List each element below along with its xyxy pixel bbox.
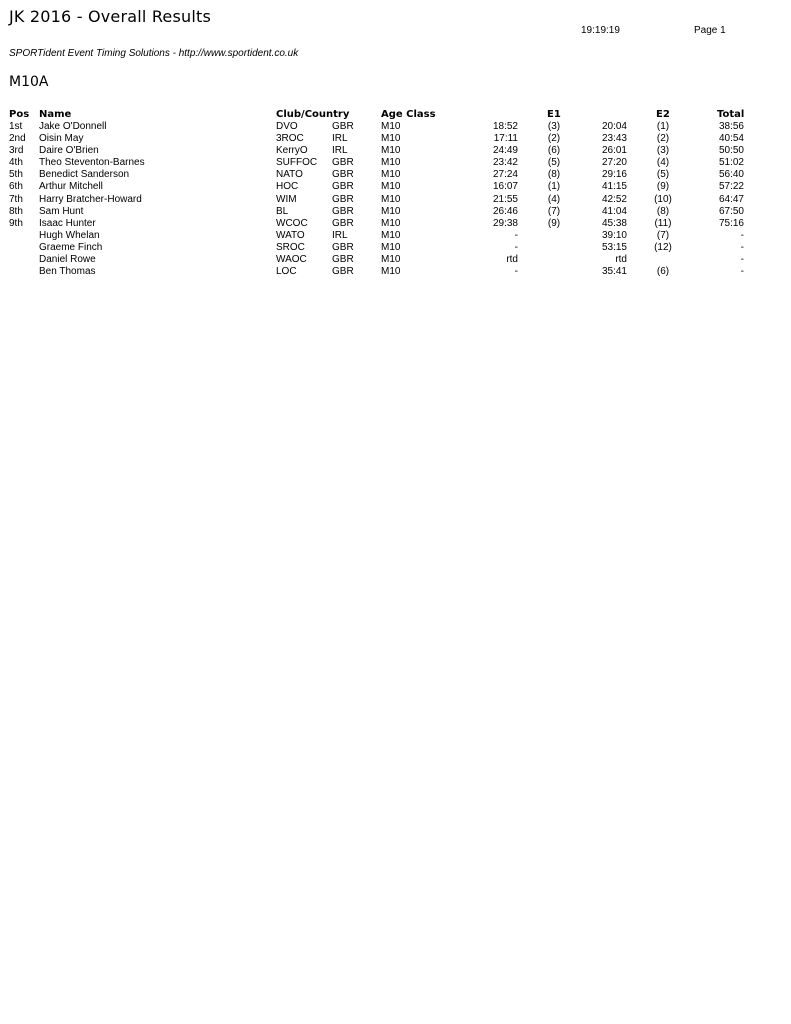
table-row [0,230,791,242]
table-row [0,194,791,206]
table-row [0,169,791,181]
club: WIM [276,193,297,205]
e1-position: (4) [547,193,561,205]
age-class: M10 [381,241,401,253]
col-header-e2: E2 [656,109,670,120]
results-table [0,121,791,278]
e2-position: (5) [656,169,670,181]
e2-position: (7) [656,229,670,241]
age-class: M10 [381,193,401,205]
age-class: M10 [381,229,401,241]
competitor-name: Ben Thomas [39,266,96,278]
total-time: - [740,266,744,278]
e1-time: 26:46 [492,205,518,217]
col-header-age-class: Age Class [381,109,436,120]
total-time: - [740,241,744,253]
e1-position: (8) [547,169,561,181]
e2-time: 41:04 [601,205,627,217]
club: LOC [276,266,297,278]
e2-time: 29:16 [601,169,627,181]
total-time: 50:50 [718,145,744,157]
print-time: 19:19:19 [581,25,620,36]
total-time: 75:16 [718,217,744,229]
position: 2nd [9,133,26,145]
table-row [0,181,791,193]
e2-position: (1) [656,121,670,132]
total-time: 57:22 [718,181,744,193]
table-row [0,218,791,230]
club: WAOC [276,254,307,266]
total-time: 64:47 [718,193,744,205]
competitor-name: Graeme Finch [39,241,103,253]
position: 7th [9,193,23,205]
country: GBR [332,254,354,266]
e2-time: rtd [615,254,627,266]
competitor-name: Oisin May [39,133,84,145]
e1-time: 16:07 [492,181,518,193]
e1-time: rtd [506,254,518,266]
total-time: 51:02 [718,157,744,169]
e1-position: (5) [547,157,561,169]
col-header-club-country: Club/Country [276,109,350,120]
e2-time: 27:20 [601,157,627,169]
country: GBR [332,157,354,169]
e1-time: 17:11 [493,133,518,145]
competitor-name: Isaac Hunter [39,217,96,229]
position: 4th [9,157,23,169]
e1-position: (6) [547,145,561,157]
total-time: 40:54 [718,133,744,145]
e1-time: - [514,266,518,278]
age-class: M10 [381,181,401,193]
e2-position: (12) [654,241,672,253]
e1-time: 21:55 [492,193,518,205]
page-title: JK 2016 - Overall Results [9,7,211,26]
e2-position: (6) [656,266,670,278]
e1-time: 23:42 [492,157,518,169]
competitor-name: Harry Bratcher-Howard [39,193,142,205]
total-time: - [740,254,744,266]
country: GBR [332,181,354,193]
club: HOC [276,181,299,193]
position: 5th [9,169,23,181]
col-header-pos: Pos [9,109,30,120]
table-row [0,145,791,157]
e1-time: 29:38 [492,217,518,229]
class-title: M10A [9,74,49,90]
e1-time: 27:24 [492,169,518,181]
country: IRL [332,145,348,157]
e2-time: 42:52 [601,193,627,205]
competitor-name: Benedict Sanderson [39,169,130,181]
position: 9th [9,217,23,229]
e2-time: 35:41 [601,266,627,278]
country: GBR [332,169,354,181]
competitor-name: Daire O'Brien [39,145,99,157]
club: DVO [276,121,298,132]
e1-time: - [514,229,518,241]
competitor-name: Arthur Mitchell [39,181,103,193]
e1-position: (2) [547,133,561,145]
country: GBR [332,266,354,278]
country: IRL [332,229,348,241]
subtitle: SPORTident Event Timing Solutions - http://www.sportident.co.uk [9,48,299,59]
e1-time: 18:52 [492,121,518,132]
country: GBR [332,217,354,229]
total-time: 38:56 [718,121,744,132]
total-time: 67:50 [718,205,744,217]
e2-position: (3) [656,145,670,157]
club: WCOC [276,217,308,229]
table-row [0,133,791,145]
e2-time: 39:10 [601,229,627,241]
age-class: M10 [381,266,401,278]
position: 1st [9,121,23,132]
table-row [0,254,791,266]
e2-time: 26:01 [601,145,627,157]
total-time: - [740,229,744,241]
club: SUFFOC [276,157,318,169]
club: NATO [276,169,303,181]
competitor-name: Hugh Whelan [39,229,100,241]
age-class: M10 [381,157,401,169]
club: BL [276,205,289,217]
age-class: M10 [381,169,401,181]
competitor-name: Sam Hunt [39,205,84,217]
e2-position: (10) [654,193,672,205]
age-class: M10 [381,205,401,217]
table-row [0,206,791,218]
table-row [0,157,791,169]
country: GBR [332,205,354,217]
e2-time: 20:04 [601,121,627,132]
country: GBR [332,241,354,253]
e2-position: (4) [656,157,670,169]
e1-position: (7) [547,205,561,217]
e2-position: (9) [656,181,670,193]
age-class: M10 [381,133,401,145]
e2-position: (11) [654,217,672,229]
e1-position: (9) [547,217,561,229]
e1-time: 24:49 [492,145,518,157]
page-number: Page 1 [694,25,726,36]
position: 3rd [9,145,24,157]
e2-time: 23:43 [601,133,627,145]
country: GBR [332,121,354,132]
total-time: 56:40 [718,169,744,181]
age-class: M10 [381,217,401,229]
e2-time: 41:15 [601,181,627,193]
col-header-name: Name [39,109,72,120]
e2-position: (8) [656,205,670,217]
club: 3ROC [276,133,304,145]
position: 8th [9,205,23,217]
age-class: M10 [381,254,401,266]
e2-time: 53:15 [601,241,627,253]
age-class: M10 [381,121,401,132]
country: IRL [332,133,348,145]
e1-position: (3) [547,121,561,132]
e1-position: (1) [547,181,561,193]
club: KerryO [276,145,308,157]
table-row [0,121,791,133]
club: SROC [276,241,305,253]
country: GBR [332,193,354,205]
competitor-name: Theo Steventon-Barnes [39,157,145,169]
col-header-total: Total [717,109,745,120]
club: WATO [276,229,305,241]
e1-time: - [514,241,518,253]
age-class: M10 [381,145,401,157]
competitor-name: Daniel Rowe [39,254,96,266]
competitor-name: Jake O'Donnell [39,121,107,132]
position: 6th [9,181,23,193]
e2-position: (2) [656,133,670,145]
table-row [0,266,791,278]
table-row [0,242,791,254]
e2-time: 45:38 [601,217,627,229]
col-header-e1: E1 [547,109,561,120]
